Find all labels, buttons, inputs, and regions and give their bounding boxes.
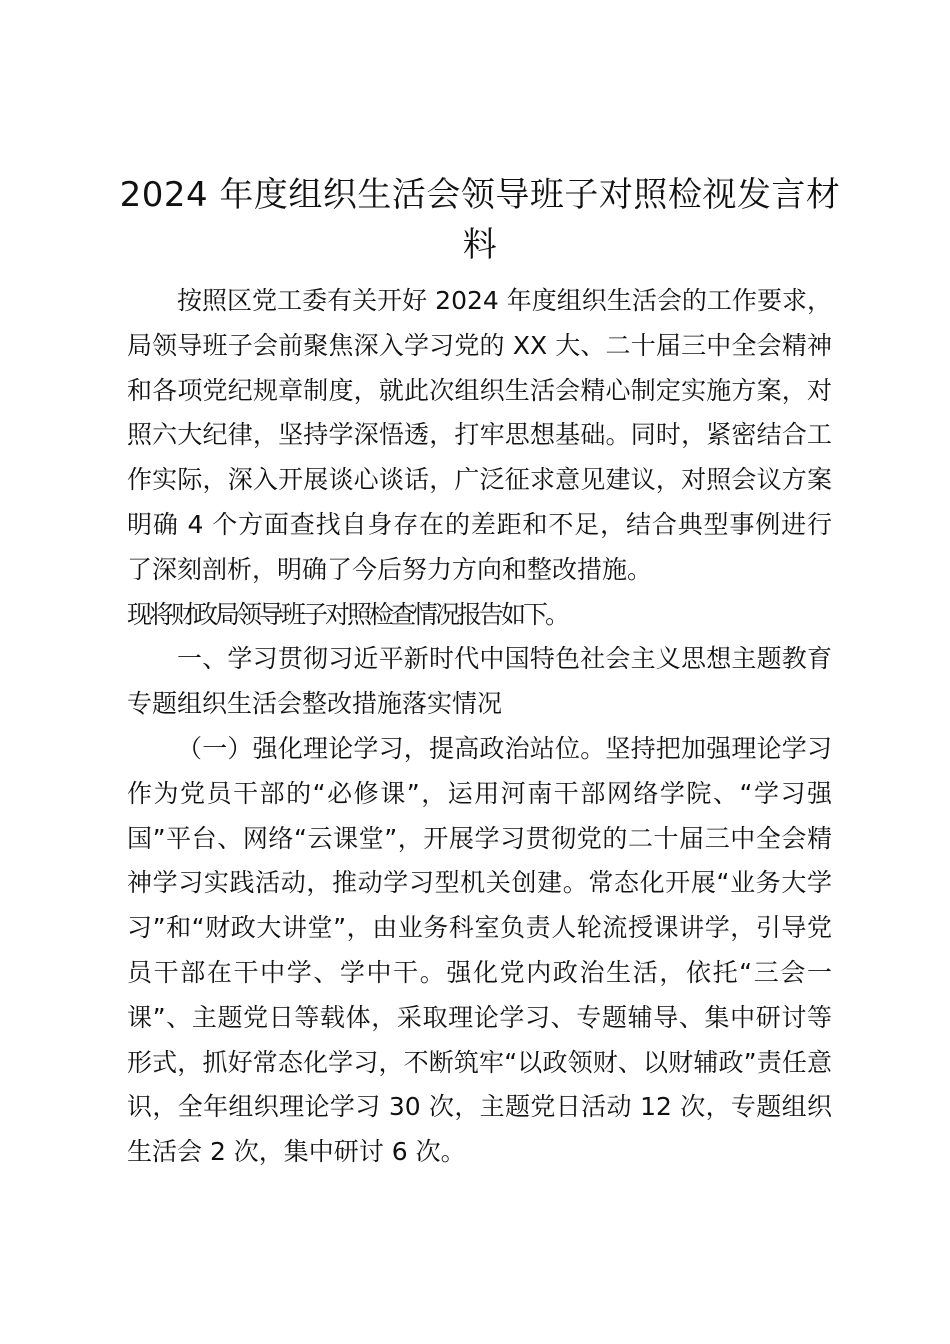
section-heading-1: 一、学习贯彻习近平新时代中国特色社会主义思想主题教育专题组织生活会整改措施落实情况 <box>127 644 832 719</box>
intro-paragraph: 按照区党工委有关开好 2024 年度组织生活会的工作要求，局领导班子会前聚焦深入学习党的 XX 大、二十届三中全会精神和各项党纪规章制度，就此次组织生活会精心制定实施方案，对照六大纪律，坚持学深悟透，打牢思想基础。同时，紧密结合工作实际，深入开展谈心谈话，广泛征求意见建议，对照会议方案明确 4 个方面查找自身存在的差距和不足，结合典型事例进行了深刻剖析，明确了今后努力方向和整改措施。 <box>127 286 832 584</box>
document-body <box>127 279 832 1175</box>
document-title: 2024 年度组织生活会领导班子对照检视发言材料 <box>119 175 841 265</box>
report-statement-paragraph: 现将财政局领导班子对照检查情况报告如下。 <box>127 599 568 629</box>
subsection-paragraph-1: （一）强化理论学习，提高政治站位。坚持把加强理论学习作为党员干部的“必修课”，运用河南干部网络学院、“学习强国”平台、网络“云课堂”，开展学习贯彻党的二十届三中全会精神学习实践活动，推动学习型机关创建。常态化开展“业务大学习”和“财政大讲堂”，由业务科室负责人轮流授课讲学，引导党员干部在干中学、学中干。强化党内政治生活，依托“三会一课”、主题党日等载体，采取理论学习、专题辅导、集中研讨等形式，抓好常态化学习，不断筑牢“以政领财、以财辅政”责任意识，全年组织理论学习 30 次，主题党日活动 12 次，专题组织生活会 2 次，集中研讨 6 次。 <box>127 733 832 1167</box>
